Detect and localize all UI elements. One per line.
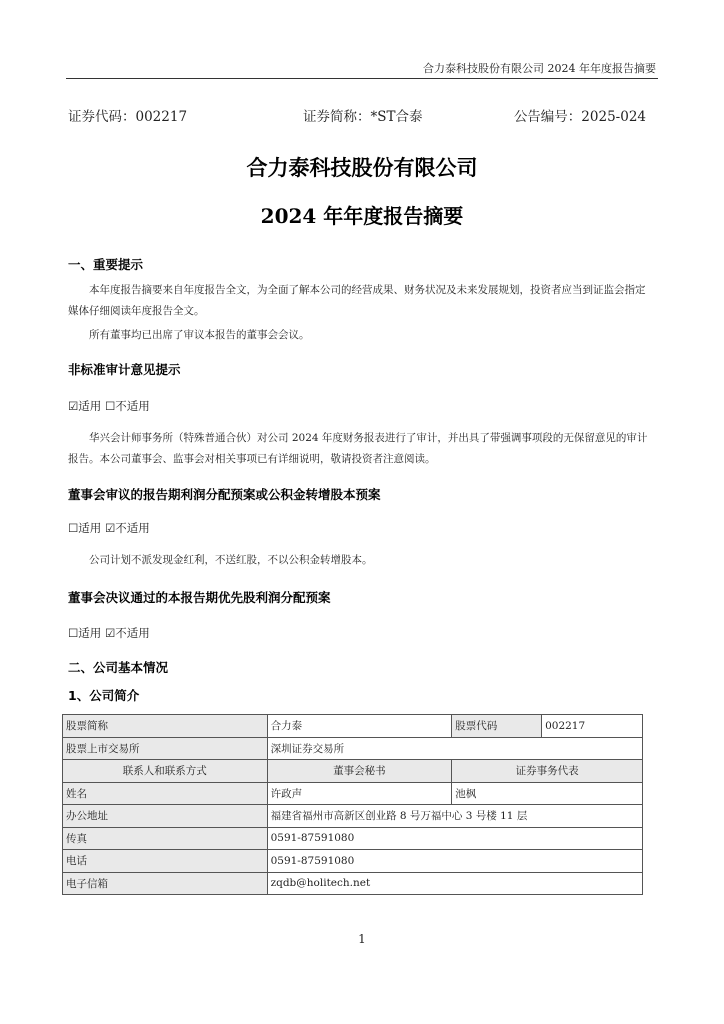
email-label: 电子信箱 [63,872,268,895]
exchange-label: 股票上市交易所 [63,737,268,760]
address-label: 办公地址 [63,805,268,828]
table-row [63,737,643,760]
rep-name: 池枫 [452,782,643,805]
table-row [63,872,643,895]
applicable-option: ☐适用 [68,521,102,535]
company-basics-heading: 二、公司基本情况 [68,660,169,675]
not-applicable-checked-option: ☑不适用 [104,626,150,640]
dividend-applicability [68,520,150,536]
not-applicable-option: ☐不适用 [104,399,150,413]
stock-abbreviation: 证券简称：*ST合泰 [303,109,423,125]
phone-label: 电话 [63,850,268,873]
preferred-dividend-heading: 董事会决议通过的本报告期优先股利润分配预案 [68,590,331,605]
secretary-name: 许政声 [267,782,452,805]
address-value: 福建省福州市高新区创业路 8 号万福中心 3 号楼 11 层 [267,805,642,828]
fax-value: 0591-87591080 [267,827,642,850]
stock-name-label: 股票简称 [63,715,268,738]
audit-paragraph: 华兴会计师事务所（特殊普通合伙）对公司 2024 年度财务报表进行了审计，并出具了带强调事项段的无保留意见的审计报告。本公司董事会、监事会对相关事项已有详细说明，敬请投资者注意阅读。 [68,432,648,465]
announcement-number: 公告编号：2025-024 [513,109,646,125]
header-rule [66,78,658,79]
securities-rep-header: 证券事务代表 [452,760,643,783]
page-number: 1 [358,932,366,946]
not-applicable-checked-option: ☑不适用 [104,521,150,535]
board-secretary-header: 董事会秘书 [267,760,452,783]
company-profile-subheading: 1、公司简介 [68,688,140,703]
table-row [63,805,643,828]
stock-code-value: 002217 [542,715,643,738]
board-attendance-paragraph: 所有董事均已出席了审议本报告的董事会会议。 [89,329,310,341]
section-important-notice-heading: 一、重要提示 [68,257,144,272]
table-row [63,850,643,873]
dividend-plan-heading: 董事会审议的报告期利润分配预案或公积金转增股本预案 [68,487,381,502]
notice-paragraph: 本年度报告摘要来自年度报告全文，为全面了解本公司的经营成果、财务状况及未来发展规划，投资者应当到证监会指定媒体仔细阅读年度报告全文。 [68,284,646,317]
dividend-paragraph: 公司计划不派发现金红利，不送红股，不以公积金转增股本。 [89,554,373,566]
stock-code-label: 股票代码 [452,715,542,738]
stock-name-value: 合力泰 [267,715,452,738]
table-row [63,760,643,783]
audit-opinion-heading: 非标准审计意见提示 [68,362,181,377]
audit-applicability [68,398,150,414]
report-title: 2024 年年度报告摘要 [260,204,464,228]
company-profile-table [62,714,643,895]
table-row [63,827,643,850]
table-row [63,715,643,738]
contact-label: 联系人和联系方式 [63,760,268,783]
applicable-checked-option: ☑适用 [68,399,102,413]
applicable-option: ☐适用 [68,626,102,640]
fax-label: 传真 [63,827,268,850]
exchange-value: 深圳证券交易所 [267,737,642,760]
stock-code: 证券代码：002217 [68,109,188,125]
email-value: zqdb@holitech.net [267,872,642,895]
running-header: 合力泰科技股份有限公司 2024 年年度报告摘要 [423,62,656,75]
phone-value: 0591-87591080 [267,850,642,873]
preferred-applicability [68,625,150,641]
name-label: 姓名 [63,782,268,805]
company-title: 合力泰科技股份有限公司 [246,155,478,180]
table-row [63,782,643,805]
